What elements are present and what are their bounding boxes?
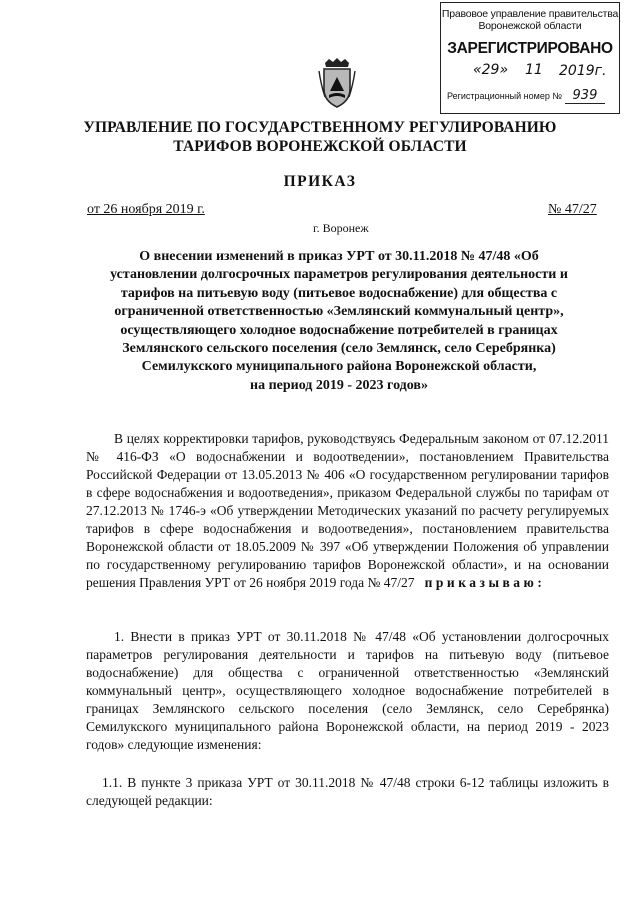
stamp-date-day: «29» xyxy=(473,62,509,78)
subject-line: О внесении изменений в приказ УРТ от 30.11.2018 № 47/48 «Об xyxy=(139,249,539,264)
subject-line: ограниченной ответственностью «Землянский коммунальный центр», xyxy=(114,304,564,320)
subject-line: на период 2019 - 2023 годов» xyxy=(250,377,428,393)
clause-1-1-paragraph: 1.1. В пункте 3 приказа УРТ от 30.11.2018 № 47/48 строки 6-12 таблицы изложить в следующей редакции: xyxy=(86,775,609,808)
decree-word: приказываю: xyxy=(424,575,546,590)
registration-stamp xyxy=(440,2,620,114)
order-city: г. Воронеж xyxy=(313,221,369,235)
stamp-reg-value: 939 xyxy=(565,88,606,104)
subject-line: осуществляющего холодное водоснабжение потребителей в границах xyxy=(120,322,558,338)
coat-of-arms-icon xyxy=(317,57,357,109)
subject-line: Семилукского муниципального района Воронежской области, xyxy=(141,359,537,375)
stamp-reg-label: Регистрационный номер № xyxy=(447,91,563,101)
preamble-paragraph xyxy=(86,430,609,592)
agency-line-2: ТАРИФОВ ВОРОНЕЖСКОЙ ОБЛАСТИ xyxy=(173,138,467,155)
stamp-status: ЗАРЕГИСТРИРОВАНО xyxy=(447,40,613,57)
stamp-organization: Правовое управление правительства Воронежской области xyxy=(441,8,619,32)
clause-1-paragraph: 1. Внести в приказ УРТ от 30.11.2018 № 47/48 «Об установлении долгосрочных параметров регулирования деятельности и тарифов на питьевую воду (питьевое водоснабжение) для общества с ограниченной ответственностью «Землянский коммунальный центр», осуществляющего холодное водоснабжение потребителей в границах Землянского сельского поселения (село Землянск, село Серебрянка) Семилукского муниципального района Воронежской области, на период 2019 - 2023 годов» следующие изменения: xyxy=(86,629,609,752)
agency-name xyxy=(0,118,640,156)
stamp-date-month: 11 xyxy=(525,62,543,78)
agency-line-1: УПРАВЛЕНИЕ ПО ГОСУДАРСТВЕННОМУ РЕГУЛИРОВАНИЮ xyxy=(83,119,557,136)
document-type: ПРИКАЗ xyxy=(283,173,357,190)
subject-line: Землянского сельского поселения (село Землянск, село Серебрянка) xyxy=(122,341,556,357)
order-number: № 47/27 xyxy=(548,202,597,217)
stamp-registration-number xyxy=(441,88,619,103)
subject-line: тарифов на питьевую воду (питьевое водоснабжение) для общества с xyxy=(120,285,558,301)
order-subject xyxy=(82,248,596,395)
preamble-text: В целях корректировки тарифов, руководствуясь Федеральным законом от 07.12.2011 № 416-ФЗ «О водоснабжении и водоотведении», постановлением Правительства Российской Федерации от 13.05.2013 № 406 «О государственном регулировании тарифов в сфере водоснабжения и водоотведения», приказом Федеральной службы по тарифам от 27.12.2013 № 1746-э «Об утверждении Методических указаний по расчету регулируемых тарифов в сфере водоснабжения и водоотведения», постановлением правительства Воронежской области от 18.05.2009 № 397 «Об утверждении Положения об управлении по государственному регулированию тарифов Воронежской области», и на основании решения Правления УРТ от 26 ноября 2019 года № 47/27 xyxy=(86,431,609,590)
subject-line: установлении долгосрочных параметров регулирования деятельности и xyxy=(110,267,568,283)
order-date: от 26 ноября 2019 г. xyxy=(87,202,205,217)
stamp-date xyxy=(441,62,619,84)
stamp-date-year: 2019г. xyxy=(559,63,607,79)
